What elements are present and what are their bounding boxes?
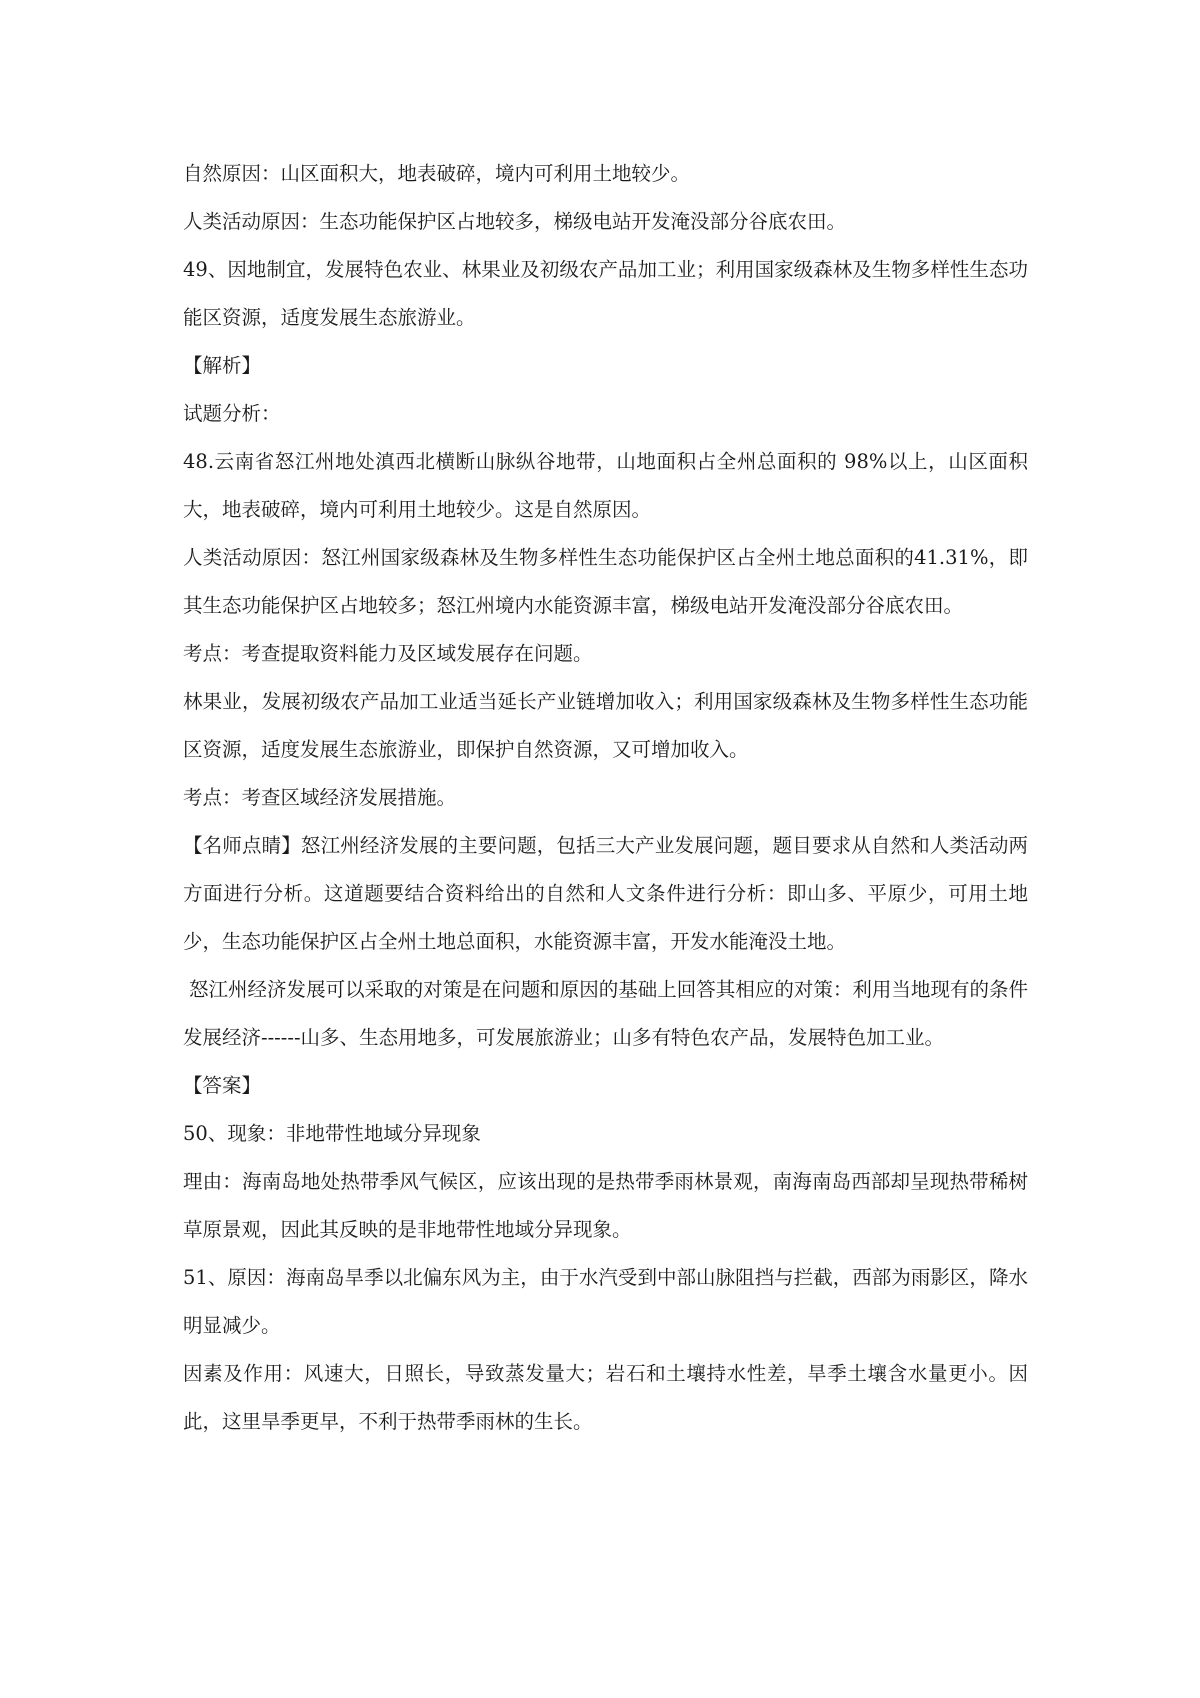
section-heading-answer: 【答案】 <box>183 1074 262 1097</box>
paragraph-analysis-human-cause: 人类活动原因：怒江州国家级森林及生物多样性生态功能保护区占全州土地总面积的41.31%，即其生态功能保护区占地较多；怒江州境内水能资源丰富，梯级电站开发淹没部分谷底农田。 <box>183 546 1028 617</box>
document-body <box>183 150 1028 1446</box>
paragraph-answer-51: 51、原因：海南岛旱季以北偏东风为主，由于水汽受到中部山脉阻挡与拦截，西部为雨影区，降水明显减少。 <box>183 1266 1028 1337</box>
paragraph-teacher-note: 【名师点睛】怒江州经济发展的主要问题，包括三大产业发展问题，题目要求从自然和人类活动两方面进行分析。这道题要结合资料给出的自然和人文条件进行分析：即山多、平原少，可用土地少，生态功能保护区占全州土地总面积，水能资源丰富，开发水能淹没土地。 <box>183 834 1028 953</box>
paragraph-analysis-48: 48.云南省怒江州地处滇西北横断山脉纵谷地带，山地面积占全州总面积的 98%以上，山区面积大，地表破碎，境内可利用土地较少。这是自然原因。 <box>183 450 1028 521</box>
paragraph-human-cause: 人类活动原因：生态功能保护区占地较多，梯级电站开发淹没部分谷底农田。 <box>183 210 847 233</box>
paragraph-answer-49: 49、因地制宜，发展特色农业、林果业及初级农产品加工业；利用国家级森林及生物多样性生态功能区资源，适度发展生态旅游业。 <box>183 258 1028 329</box>
paragraph-forestry: 林果业，发展初级农产品加工业适当延长产业链增加收入；利用国家级森林及生物多样性生态功能区资源，适度发展生态旅游业，即保护自然资源，又可增加收入。 <box>183 690 1028 761</box>
section-heading-analysis: 【解析】 <box>183 354 262 377</box>
paragraph-natural-cause: 自然原因：山区面积大，地表破碎，境内可利用土地较少。 <box>183 162 691 185</box>
paragraph-factors-51: 因素及作用：风速大，日照长，导致蒸发量大；岩石和土壤持水性差，旱季土壤含水量更小。因此，这里旱季更早，不利于热带季雨林的生长。 <box>183 1362 1028 1433</box>
paragraph-exam-point-2: 考点：考查区域经济发展措施。 <box>183 786 457 809</box>
paragraph-answer-50: 50、现象：非地带性地域分异现象 <box>183 1122 481 1145</box>
paragraph-countermeasures: 怒江州经济发展可以采取的对策是在问题和原因的基础上回答其相应的对策：利用当地现有的条件发展经济------山多、生态用地多，可发展旅游业；山多有特色农产品，发展特色加工业。 <box>183 978 1028 1049</box>
paragraph-reason-50: 理由：海南岛地处热带季风气候区，应该出现的是热带季雨林景观，南海南岛西部却呈现热带稀树草原景观，因此其反映的是非地带性地域分异现象。 <box>183 1170 1028 1241</box>
paragraph-exam-point-1: 考点：考查提取资料能力及区域发展存在问题。 <box>183 642 593 665</box>
paragraph-analysis-label: 试题分析： <box>183 402 281 425</box>
